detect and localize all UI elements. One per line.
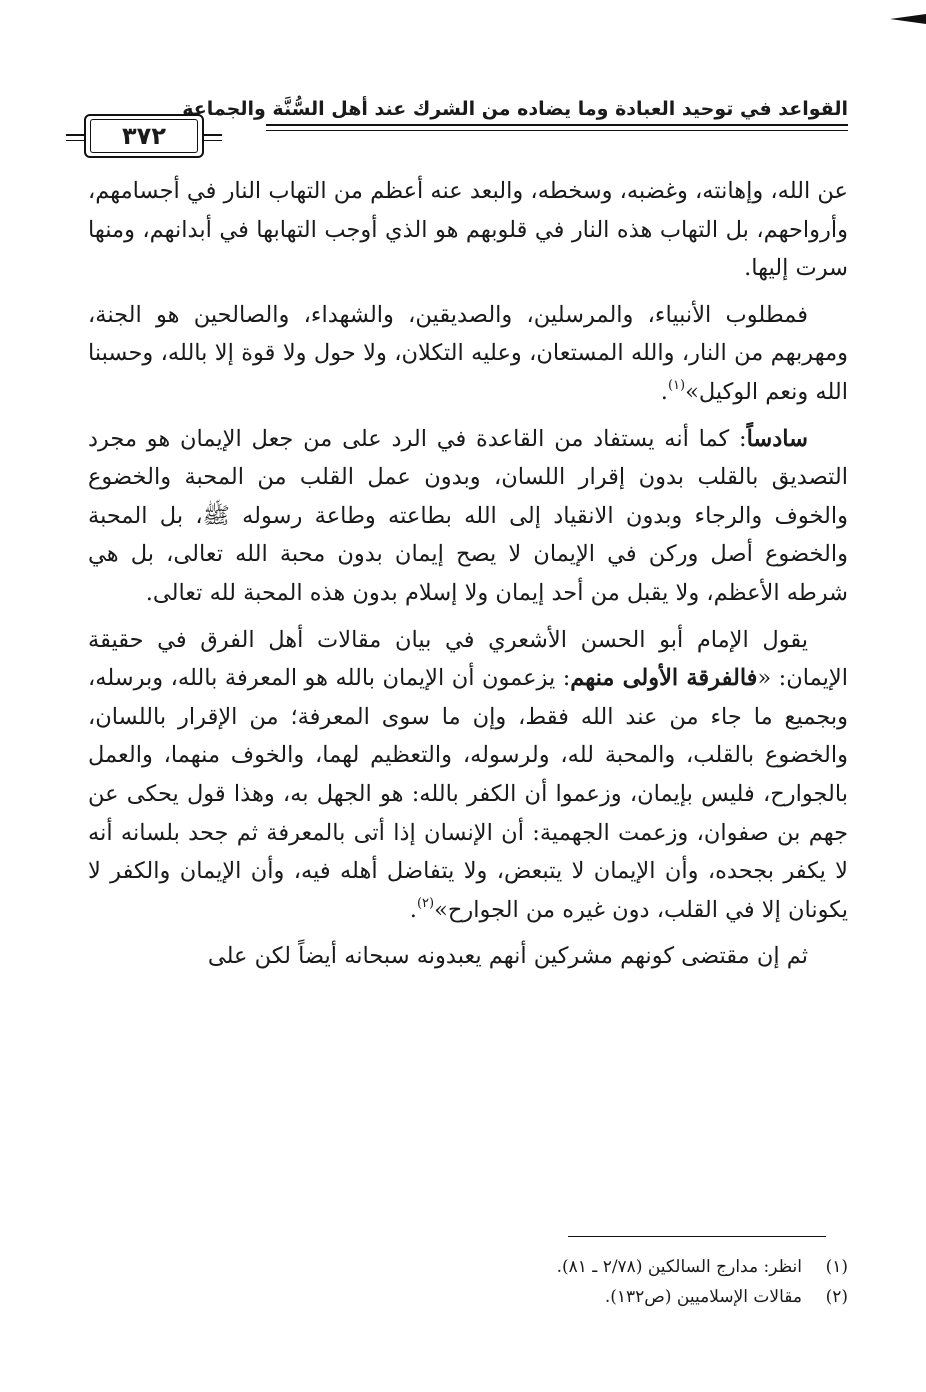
sentence-end: . [660, 378, 668, 405]
paragraph [88, 420, 848, 613]
footnote-item [88, 1252, 848, 1282]
footnote-item [88, 1282, 848, 1312]
text-segment: : يزعمون أن الإيمان بالله هو المعرفة بالله، وبرسله، وبجميع ما جاء من عند الله فقط، وإن ما سوى المعرفة؛ من الإقرار باللسان، والخضوع بالقلب، والمحبة لله، ولرسوله، والتعظيم لهما، والخوف منهما، والعمل بالجوارح، فليس بإيمان، وزعموا أن الكفر بالله: هو الجهل به، وهذا قول يحكى عن جهم بن صفوان، وزعمت الجهمية: أن الإنسان إذا أتى بالمعرفة ثم جحد بلسانه أنه لا يكفر بجحده، وأن الإيمان لا يتبعض، ولا يتفاضل أهله فيه، وأن الإيمان والكفر لا يكونان إلا في القلب، دون غيره من الجوارح» [88, 665, 848, 923]
page-number-frame [84, 114, 204, 158]
paragraph [88, 172, 848, 288]
paragraph [88, 937, 848, 976]
frame-tick-left [66, 134, 84, 141]
footnotes [88, 1252, 848, 1312]
main-text [88, 172, 848, 984]
paragraph [88, 621, 848, 930]
footnote-ref[interactable]: (١) [667, 377, 686, 393]
corner-tab-mark [890, 14, 926, 24]
footnote-number: (١) [825, 1257, 848, 1277]
footnote-ref[interactable]: (٢) [416, 895, 435, 911]
footnote-number: (٢) [825, 1287, 848, 1307]
bold-text: سادساً [746, 425, 808, 452]
page-header [88, 96, 848, 162]
text-segment: عن الله، وإهانته، وغضبه، وسخطه، والبعد عنه أعظم من التهاب النار في أجسامهم، وأرواحهم، بل التهاب هذه النار في قلوبهم هو الذي أوجب التهابها في أبدانهم، ومنها سرت إليها. [88, 178, 848, 282]
running-title: القواعد في توحيد العبادة وما يضاده من الشرك عند أهل السُّنَّة والجماعة [182, 98, 848, 120]
text-segment: يقول الإمام أبو الحسن الأشعري في بيان مقالات أهل الفرق في حقيقة الإيمان: « [88, 626, 848, 692]
header-rule [266, 124, 848, 131]
text-segment: فمطلوب الأنبياء، والمرسلين، والصديقين، والشهداء، والصالحين هو الجنة، ومهربهم من النار، والله المستعان، وعليه التكلان، ولا حول ولا قوة إلا بالله، وحسبنا الله ونعم الوكيل» [88, 301, 848, 405]
footnote-text: مقالات الإسلاميين (ص١٣٢). [604, 1287, 802, 1307]
page-number: ٣٧٢ [90, 119, 198, 153]
frame-tick-right [204, 134, 222, 141]
sentence-end: . [409, 896, 417, 923]
footnote-separator [568, 1236, 826, 1237]
text-segment: : كما أنه يستفاد من القاعدة في الرد على من جعل الإيمان هو مجرد التصديق بالقلب بدون إقرار اللسان، وبدون عمل القلب من المحبة والخضوع والخوف والرجاء وبدون الانقياد إلى الله بطاعته وطاعة رسوله ﷺ، بل المحبة والخضوع أصل وركن في الإيمان لا يصح إيمان بدون محبة الله تعالى، بل هي شرطه الأعظم، ولا يقبل من أحد إيمان ولا إسلام بدون هذه المحبة لله تعالى. [88, 425, 848, 606]
text-segment: ثم إن مقتضى كونهم مشركين أنهم يعبدونه سبحانه أيضاً لكن على [207, 943, 808, 970]
footnote-text: انظر: مدارج السالكين (٢/٧٨ ـ ٨١). [556, 1257, 802, 1277]
bold-text: فالفرقة الأولى منهم [570, 665, 758, 692]
paragraph [88, 296, 848, 412]
